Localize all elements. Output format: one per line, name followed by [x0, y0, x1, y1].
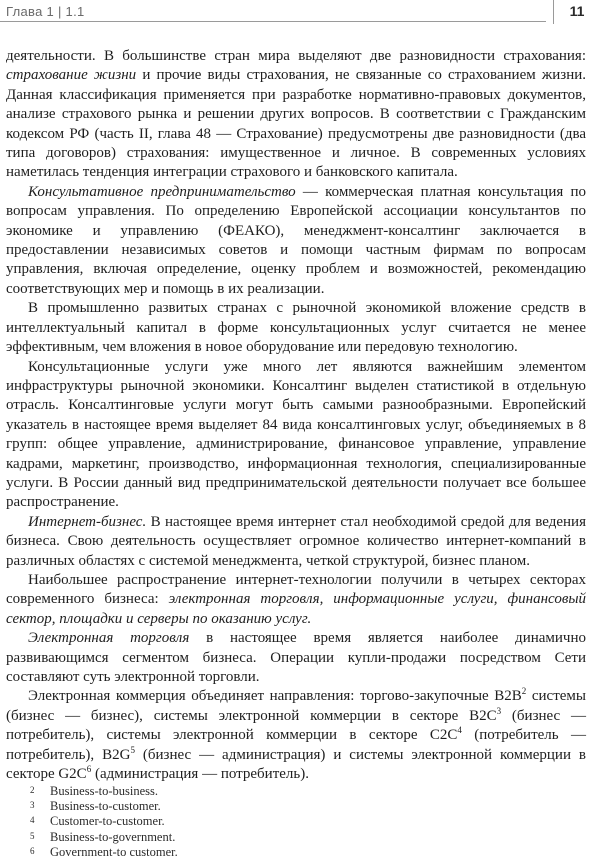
chapter-label: Глава 1 | 1.1: [6, 4, 85, 19]
paragraph-e-commerce-directions: [6, 687, 586, 784]
text-span: Наибольшее распространение интернет-технологии получили в четырех секторах современного бизнеса:: [6, 571, 586, 608]
paragraph-intellectual-capital: [6, 299, 586, 357]
emphasis: страхование жизни: [6, 67, 137, 84]
text-span: (бизнес — потребитель), системы электронной коммерции в секторе C2C: [6, 707, 586, 744]
emphasis: Электронная торговля: [28, 630, 190, 647]
running-header: [0, 0, 600, 26]
emphasis: Интернет-бизнес.: [28, 513, 147, 530]
paragraph-e-commerce: [6, 629, 586, 687]
text-span: — коммерческая платная консультация по вопросам управления. По определению Европейской ассоциации консультантов по экономике и управлению (ФЕАКО), менеджмент-консалтинг заключается в предоставлении независимых советов и помощи частным фирмам по вопросам управления, включая определение, оценку проблем и возможностей, рекомендацию соответствующих мер и помощь в их реализации.: [6, 183, 586, 297]
footnote: [6, 845, 586, 860]
text-span: Консультационные услуги уже много лет являются важнейшим элементом инфраструктуры рыночной экономики. Консалтинг выделен статистикой в отдельную отрасль. Консалтинговые услуги могут быть самыми разнообразными. Европейский указатель в настоящее время выделяет 84 вида консалтинговых услуг, объединяемых в 8 групп: общее управление, администрирование, финансовое управление, управление кадрами, маркетинг, производство, информационная технология, специализированные услуги. В России данный вид предпринимательской деятельности получает все большее распространение.: [6, 358, 586, 511]
footnote-mark[interactable]: 5: [130, 744, 135, 755]
text-span: (бизнес — администрация) и системы электронной коммерции в секторе G2C: [6, 746, 586, 783]
footnote-mark[interactable]: 6: [86, 764, 92, 775]
footnote-mark[interactable]: 3: [496, 705, 502, 716]
header-rule: [0, 21, 546, 22]
paragraph-internet-sectors: [6, 571, 586, 629]
footnote-number: 2: [30, 785, 35, 795]
footnote: [6, 784, 586, 799]
footnote-text: Government-to customer.: [50, 844, 178, 859]
text-span: (потребитель — потребитель), B2G: [6, 727, 586, 763]
paragraph-insurance: [6, 47, 586, 183]
paragraph-internet-business: [6, 513, 586, 571]
page-number: 11: [569, 3, 585, 19]
text-span: В настоящее время интернет стал необходимой средой для ведения бизнеса. Свою деятельность осуществляет огромное количество интернет-компаний в различных областях с системой менеджмента, четкой структурой, бизнес планом.: [6, 513, 586, 569]
paragraph-consulting: [6, 183, 586, 299]
footnote: [6, 799, 586, 814]
footnote-text: Business-to-customer.: [50, 799, 161, 814]
footnote-number: 3: [30, 800, 35, 811]
text-span: в настоящее время является наиболее динамично развивающимся сегментом бизнеса. Операции купли-продажи посредством Сети составляют суть электронной торговли.: [6, 630, 586, 685]
paragraph-consulting-services: [6, 358, 586, 513]
text-span: системы (бизнес — бизнес), системы электронной коммерции в секторе B2C: [6, 688, 586, 724]
text-span: деятельности. В большинстве стран мира выделяют две разновидности страхования:: [6, 48, 586, 64]
text-span: Электронная коммерция объединяет направления: торгово-закупочные B2B: [28, 688, 522, 705]
text-span: (администрация — потребитель).: [91, 766, 309, 783]
footnote-text: Business-to-business.: [50, 784, 158, 798]
footnote-text: Customer-to-customer.: [50, 814, 165, 829]
footnotes: [6, 784, 586, 860]
page-number-box: [553, 0, 600, 24]
footnote-mark[interactable]: 4: [457, 725, 462, 736]
text-span: и прочие виды страхования, не связанные со страхованием жизни. Данная классификация применяется при разработке нормативно-правовых документов, анализе страхового рынка и решении других вопросов. В соответствии с Гражданским кодексом РФ (часть II, глава 48 — Страхование) предусмотрены две разновидности (два типа договоров) страхования: имущественное и личное. В современных условиях наметилась тенденция интеграции страхового и банковского капитала.: [6, 67, 587, 181]
footnote-text: Business-to-government.: [50, 829, 176, 844]
footnote: [6, 814, 586, 829]
footnote-mark[interactable]: 2: [521, 686, 527, 697]
footnote-number: 6: [30, 845, 35, 856]
footnote-number: 4: [30, 815, 35, 826]
footnote-number: 5: [30, 830, 35, 841]
emphasis: Консультативное предпринимательство: [28, 183, 296, 200]
body-text: [6, 47, 586, 784]
emphasis: электронная торговля, информационные услуги, финансовый сектор, площадки и серверы по оказанию услуг.: [6, 591, 586, 627]
text-span: В промышленно развитых странах с рыночной экономикой вложение средств в интеллектуальный капитал в форме консультационных услуг считается не менее эффективным, чем вложения в новое оборудование или передовую технологию.: [6, 300, 586, 356]
footnote: [6, 830, 586, 845]
